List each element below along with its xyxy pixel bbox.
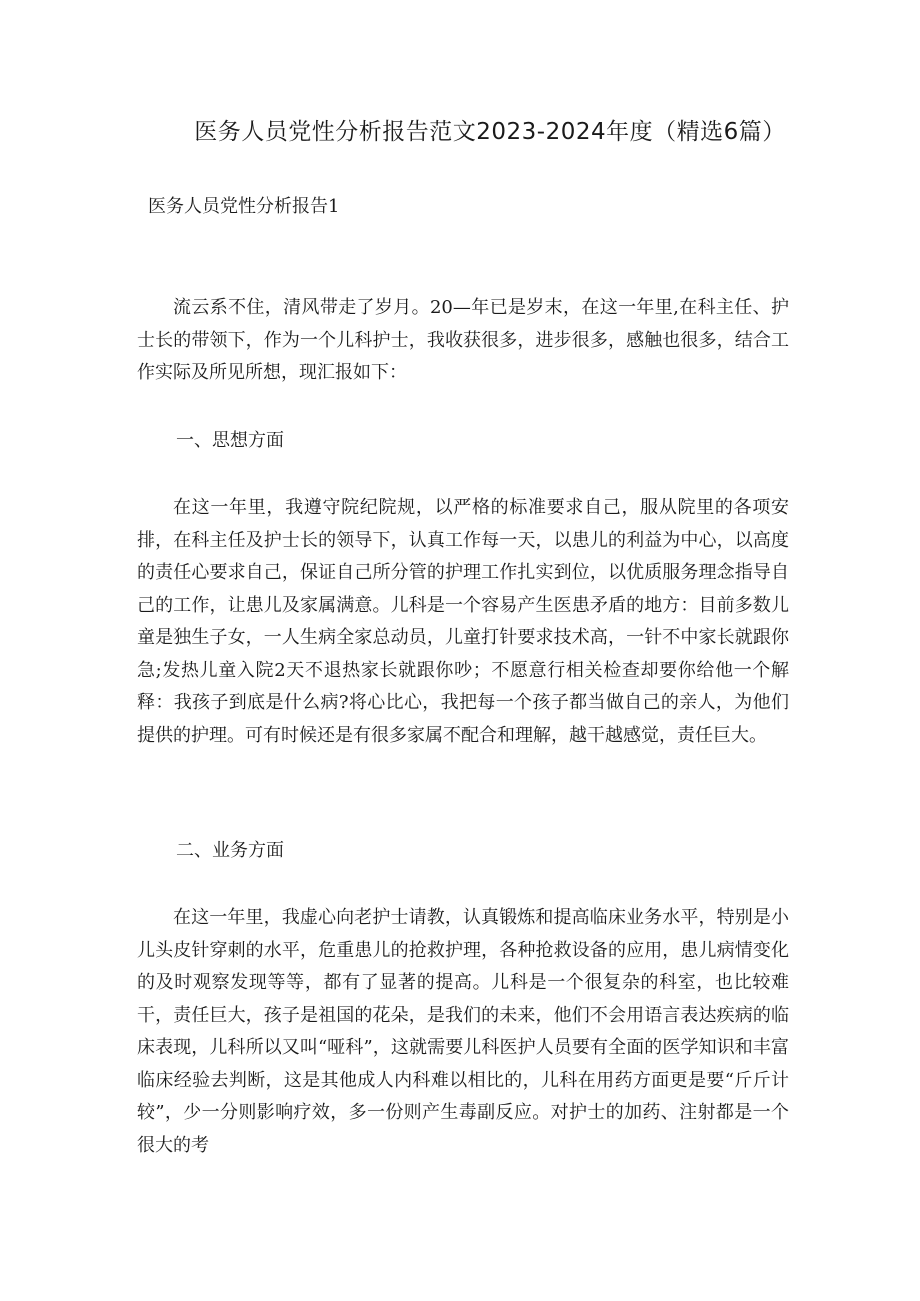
paragraph-thought: 在这一年里，我遵守院纪院规，以严格的标准要求自己，服从院里的各项安排，在科主任及护士长的领导下，认真工作每一天，以患儿的利益为中心，以高度的责任心要求自己，保证自己所分管的护理工作扎实到位，以优质服务理念指导自己的工作，让患儿及家属满意。儿科是一个容易产生医患矛盾的地方：目前多数儿童是独生子女，一人生病全家总动员，儿童打针要求技术高，一针不中家长就跟你急;发热儿童入院2天不退热家长就跟你吵；不愿意行相关检查却要你给他一个解释：我孩子到底是什么病?将心比心，我把每一个孩子都当做自己的亲人，为他们提供的护理。可有时候还是有很多家属不配合和理解，越干越感觉，责任巨大。 [137, 497, 789, 746]
section-title: 医务人员党性分析报告1 [148, 196, 340, 217]
heading-thought: 一、思想方面 [176, 430, 284, 451]
heading-business: 二、业务方面 [176, 840, 284, 861]
paragraph-business: 在这一年里，我虚心向老护士请教，认真锻炼和提高临床业务水平，特别是小儿头皮针穿刺的水平，危重患儿的抢救护理，各种抢救设备的应用，患儿病情变化的及时观察发现等等，都有了显著的提高。儿科是一个很复杂的科室，也比较难干，责任巨大，孩子是祖国的花朵，是我们的未来，他们不会用语言表达疾病的临床表现，儿科所以又叫“哑科”，这就需要儿科医护人员要有全面的医学知识和丰富临床经验去判断，这是其他成人内科难以相比的，儿科在用药方面更是要“斤斤计较”，少一分则影响疗效，多一份则产生毒副反应。对护士的加药、注射都是一个很大的考 [137, 907, 789, 1156]
document-title: 医务人员党性分析报告范文2023-2024年度（精选6篇） [194, 119, 786, 145]
paragraph-intro: 流云系不住，清风带走了岁月。20—年已是岁末，在这一年里,在科主任、护士长的带领下，作为一个儿科护士，我收获很多，进步很多，感触也很多，结合工作实际及所见所想，现汇报如下： [137, 297, 789, 383]
